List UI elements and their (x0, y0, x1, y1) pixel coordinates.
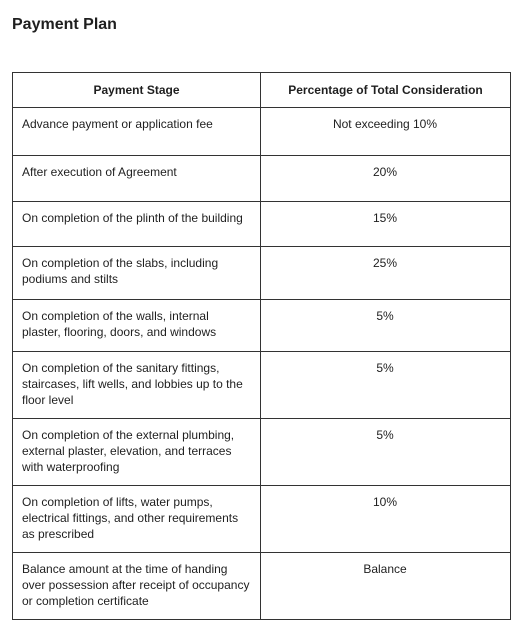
table-row (13, 352, 511, 419)
payment-stage-cell: On completion of the external plumbing, external plaster, elevation, and terraces with waterproofing (13, 419, 261, 486)
percentage-cell: 25% (261, 247, 511, 300)
table-row (13, 300, 511, 352)
page-title: Payment Plan (12, 16, 117, 33)
payment-plan-table (12, 72, 511, 620)
payment-stage-cell: On completion of the walls, internal plaster, flooring, doors, and windows (13, 300, 261, 352)
percentage-cell: Not exceeding 10% (261, 108, 511, 156)
table-row (13, 202, 511, 247)
payment-stage-cell: On completion of the sanitary fittings, staircases, lift wells, and lobbies up to the floor level (13, 352, 261, 419)
table-row (13, 553, 511, 620)
payment-stage-cell: Balance amount at the time of handing over possession after receipt of occupancy or completion certificate (13, 553, 261, 620)
payment-stage-cell: On completion of the plinth of the building (13, 202, 261, 247)
percentage-cell: 5% (261, 419, 511, 486)
table-row (13, 486, 511, 553)
payment-stage-cell: On completion of the slabs, including podiums and stilts (13, 247, 261, 300)
column-header-payment-stage: Payment Stage (13, 73, 261, 108)
column-header-percentage: Percentage of Total Consideration (261, 73, 511, 108)
table-row (13, 247, 511, 300)
percentage-cell: 20% (261, 156, 511, 202)
percentage-cell: Balance (261, 553, 511, 620)
percentage-cell: 5% (261, 300, 511, 352)
payment-stage-cell: Advance payment or application fee (13, 108, 261, 156)
percentage-cell: 10% (261, 486, 511, 553)
table-row (13, 156, 511, 202)
percentage-cell: 15% (261, 202, 511, 247)
table-row (13, 108, 511, 156)
payment-stage-cell: On completion of lifts, water pumps, electrical fittings, and other requirements as prescribed (13, 486, 261, 553)
payment-stage-cell: After execution of Agreement (13, 156, 261, 202)
percentage-cell: 5% (261, 352, 511, 419)
table-header-row (13, 73, 511, 108)
table-row (13, 419, 511, 486)
